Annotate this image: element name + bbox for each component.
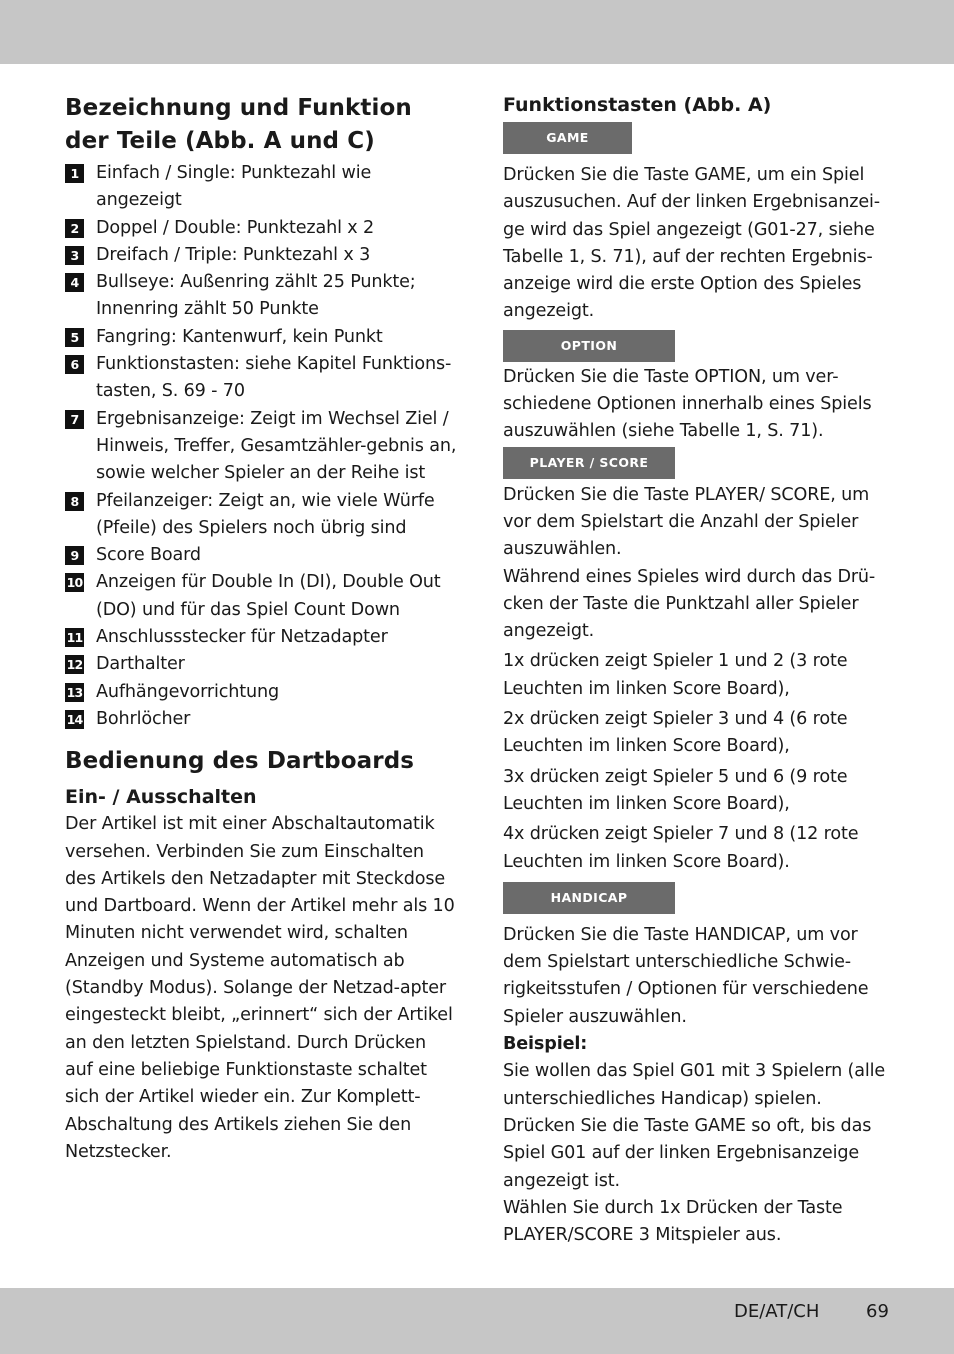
list-item bbox=[65, 569, 457, 624]
item-text: Bullseye: Außenring zählt 25 Punkte; Innenring zählt 50 Punkte bbox=[96, 272, 416, 320]
item-number-badge: 3 bbox=[65, 246, 84, 265]
item-text: Funktionstasten: siehe Kapitel Funktions-tasten, S. 69 - 70 bbox=[96, 354, 452, 402]
operation-heading: Bedienung des Dartboards bbox=[65, 748, 415, 775]
footer-region-label: DE/AT/CH bbox=[734, 1301, 820, 1322]
list-item bbox=[65, 406, 457, 488]
item-number-badge: 9 bbox=[65, 546, 84, 565]
item-number-badge: 11 bbox=[66, 630, 83, 646]
player-paragraph-2: Während eines Spieles wird durch das Drü-cken der Taste die Punktzahl aller Spieler angezeigt. bbox=[503, 566, 876, 642]
handicap-paragraph: Drücken Sie die Taste HANDICAP, um vor dem Spielstart unterschiedliche Schwie-rigkeitsstufen / Optionen für verschiedene Spieler auszuwählen. bbox=[503, 924, 869, 1027]
item-text: Doppel / Double: Punktezahl x 2 bbox=[96, 217, 375, 238]
item-number-badge: 5 bbox=[65, 328, 84, 347]
list-item bbox=[65, 542, 457, 569]
item-number-badge: 8 bbox=[65, 492, 84, 511]
item-number-badge: 4 bbox=[65, 273, 84, 292]
item-number-badge: 10 bbox=[66, 575, 83, 591]
item-number-badge: 1 bbox=[65, 164, 84, 183]
example-label: Beispiel: bbox=[503, 1034, 588, 1055]
item-text: Pfeilanzeiger: Zeigt an, wie viele Würfe (Pfeile) des Spielers noch übrig sind bbox=[96, 490, 435, 538]
item-text: Score Board bbox=[96, 545, 201, 566]
item-text: Einfach / Single: Punktezahl wie angezeigt bbox=[96, 163, 372, 211]
example-paragraph-3: Wählen Sie durch 1x Drücken der Taste PLAYER/SCORE 3 Mitspieler aus. bbox=[503, 1197, 843, 1246]
list-item bbox=[65, 351, 457, 406]
list-item bbox=[65, 488, 457, 543]
list-item bbox=[65, 269, 457, 324]
power-subheading: Ein- / Ausschalten bbox=[65, 786, 257, 809]
item-text: Anschlussstecker für Netzadapter bbox=[96, 627, 388, 648]
item-number-badge: 12 bbox=[66, 657, 83, 673]
item-text: Aufhängevorrichtung bbox=[96, 681, 280, 702]
item-number-badge: 14 bbox=[66, 711, 83, 727]
press-item: 4x drücken zeigt Spieler 7 und 8 (12 rote Leuchten im linken Score Board). bbox=[503, 824, 859, 872]
item-number-badge: 7 bbox=[65, 410, 84, 429]
option-key-label: OPTION bbox=[503, 330, 675, 362]
header-band bbox=[0, 0, 954, 64]
item-text: Dreifach / Triple: Punktezahl x 3 bbox=[96, 244, 371, 265]
list-item bbox=[65, 651, 457, 678]
right-column bbox=[503, 92, 895, 1249]
left-column bbox=[65, 92, 457, 1166]
press-item: 1x drücken zeigt Spieler 1 und 2 (3 rote Leuchten im linken Score Board), bbox=[503, 651, 848, 699]
example-paragraph-2: Drücken Sie die Taste GAME so oft, bis das Spiel G01 auf der linken Ergebnisanzeige angezeigt ist. bbox=[503, 1115, 872, 1191]
handicap-key-label: HANDICAP bbox=[503, 882, 675, 914]
item-text: Fangring: Kantenwurf, kein Punkt bbox=[96, 326, 383, 347]
player-score-key-label: PLAYER / SCORE bbox=[503, 447, 675, 479]
item-number-badge: 6 bbox=[65, 355, 84, 374]
press-list bbox=[503, 648, 895, 875]
item-text: Ergebnisanzeige: Zeigt im Wechsel Ziel / Hinweis, Treffer, Gesamtzähler-gebnis an, sowie welcher Spieler an der Reihe ist bbox=[96, 408, 457, 484]
option-paragraph: Drücken Sie die Taste OPTION, um ver-schiedene Optionen innerhalb eines Spiels auszuwählen (siehe Tabelle 1, S. 71). bbox=[503, 366, 872, 442]
game-paragraph: Drücken Sie die Taste GAME, um ein Spiel auszusuchen. Auf der linken Ergebnisanzei-ge wird das Spiel angezeigt (G01-27, siehe Tabelle 1, S. 71), auf der rechten Ergebnis-anzeige wird die erste Option des Spieles angezeigt. bbox=[503, 165, 880, 322]
item-text: Anzeigen für Double In (DI), Double Out (DO) und für das Spiel Count Down bbox=[96, 572, 441, 620]
item-number-badge: 2 bbox=[65, 219, 84, 238]
list-item bbox=[65, 215, 457, 242]
item-text: Darthalter bbox=[96, 654, 185, 675]
example-paragraph-1: Sie wollen das Spiel G01 mit 3 Spielern (alle unterschiedliches Handicap) spielen. bbox=[503, 1061, 886, 1109]
player-paragraph-1: Drücken Sie die Taste PLAYER/ SCORE, um vor dem Spielstart die Anzahl der Spieler auszuwählen. bbox=[503, 484, 870, 560]
list-item bbox=[65, 706, 457, 733]
list-item bbox=[65, 324, 457, 351]
game-key-label: GAME bbox=[503, 122, 632, 154]
item-number-badge: 13 bbox=[66, 684, 83, 700]
item-text: Bohrlöcher bbox=[96, 708, 191, 729]
parts-heading: Bezeichnung und Funktion der Teile (Abb. A und C) bbox=[65, 95, 412, 154]
power-paragraph: Der Artikel ist mit einer Abschaltautomatik versehen. Verbinden Sie zum Einschalten des Artikels den Netzadapter mit Steckdose und Dartboard. Wenn der Artikel mehr als 10 Minuten nicht verwendet wird, schalten Anzeigen und Systeme automatisch ab (Standby Modus). Solange der Netzad-apter eingesteckt bleibt, „erinnert“ sich der Artikel an den letzten Spielstand. Durch Drücken auf eine beliebige Funktionstaste schaltet sich der Artikel wieder ein. Zur Komplett-Abschaltung des Artikels ziehen Sie den Netzstecker. bbox=[65, 814, 455, 1162]
parts-list bbox=[65, 160, 457, 733]
press-item: 2x drücken zeigt Spieler 3 und 4 (6 rote Leuchten im linken Score Board), bbox=[503, 709, 848, 757]
function-keys-heading: Funktionstasten (Abb. A) bbox=[503, 94, 772, 116]
list-item bbox=[65, 679, 457, 706]
press-item: 3x drücken zeigt Spieler 5 und 6 (9 rote Leuchten im linken Score Board), bbox=[503, 766, 848, 814]
page-number: 69 bbox=[866, 1301, 889, 1322]
list-item bbox=[65, 624, 457, 651]
list-item bbox=[65, 160, 457, 215]
list-item bbox=[65, 242, 457, 269]
